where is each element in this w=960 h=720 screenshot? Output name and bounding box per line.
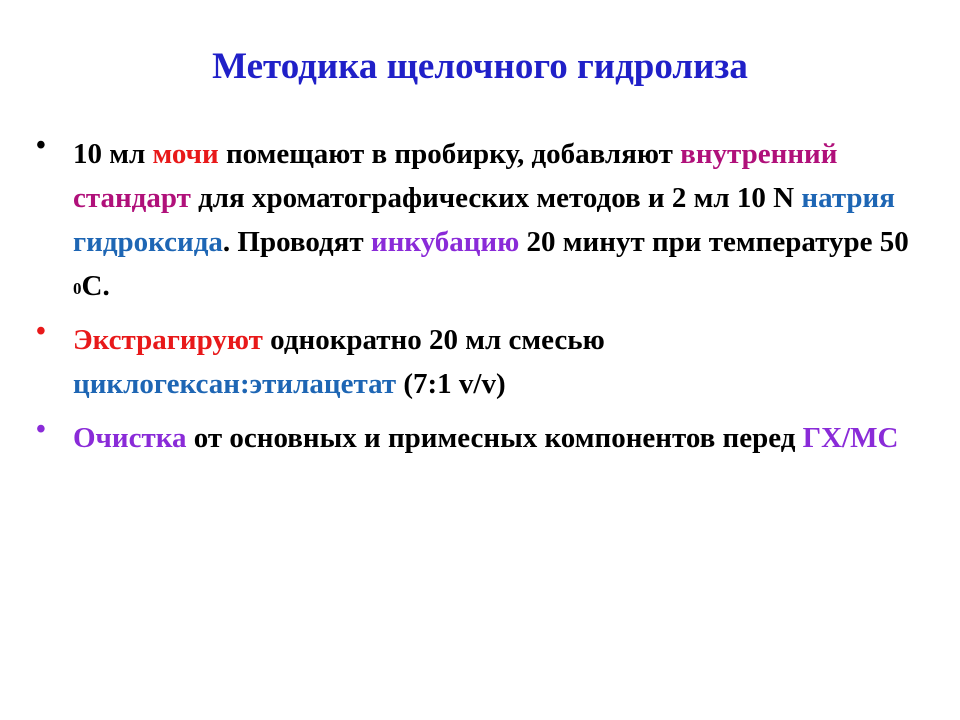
- text: . Проводят: [222, 226, 371, 258]
- text: (7:1 v/v): [396, 368, 506, 400]
- bullet-dot: •: [36, 316, 46, 347]
- text: 10 мл: [73, 138, 153, 170]
- highlight-solvent-mixture: циклогексан:этилацетат: [73, 368, 397, 400]
- slide-title: Методика щелочного гидролиза: [212, 46, 748, 87]
- bullet-item-procedure: [36, 132, 916, 308]
- highlight-internal-standard: внутренний стандарт: [73, 138, 838, 214]
- text: для хроматографических методов и 2 мл 10 N: [190, 182, 802, 214]
- text: однократно 20 мл смесью: [262, 324, 605, 356]
- highlight-sodium-hydroxide: натрия гидроксида: [73, 182, 895, 258]
- bullet-item-cleanup: [36, 416, 916, 460]
- highlight-cleanup: Очистка: [73, 422, 187, 454]
- text: 20 минут при температуре 50: [519, 226, 909, 258]
- highlight-urine: мочи: [152, 138, 219, 170]
- text: помещают в пробирку, добавляют: [218, 138, 681, 170]
- text: от основных и примесных компонентов перед: [186, 422, 803, 454]
- bullet-dot: •: [36, 130, 46, 161]
- bullet-dot: •: [36, 414, 46, 445]
- bullet-item-extraction: [36, 318, 916, 406]
- text: С.: [81, 270, 110, 302]
- bullet-list: [36, 132, 916, 470]
- highlight-extract: Экстрагируют: [73, 324, 263, 356]
- highlight-gc-ms: ГХ/МС: [802, 422, 899, 454]
- highlight-incubation: инкубацию: [370, 226, 520, 258]
- degree-superscript: 0: [73, 279, 82, 298]
